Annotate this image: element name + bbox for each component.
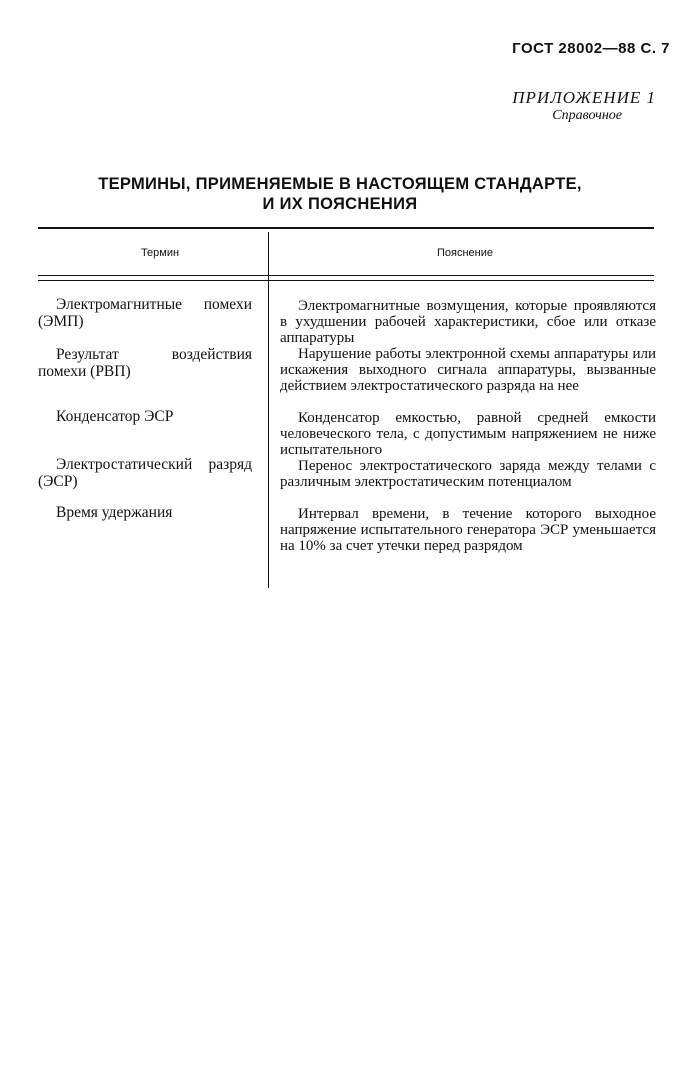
column-header-explanation: Пояснение [436, 247, 493, 259]
table-row-explanation: Нарушение работы электронной схемы аппаратуры или искажения выходного сигнала аппаратуры, вызванные действием электростатического разряда на нее [280, 346, 656, 394]
title-line-2: И ИХ ПОЯСНЕНИЯ [262, 195, 418, 213]
column-header-term: Термин [140, 247, 180, 259]
page-title [80, 174, 600, 214]
table-row-explanation: Перенос электростатического заряда между телами с различным электростатическим потенциалом [280, 458, 656, 490]
column-divider [268, 232, 269, 588]
table-row-term: Время удержания [56, 504, 173, 521]
document-reference: ГОСТ 28002—88 С. 7 [512, 40, 670, 57]
title-line-1: ТЕРМИНЫ, ПРИМЕНЯЕМЫЕ В НАСТОЯЩЕМ СТАНДАРТЕ, [98, 175, 582, 193]
header-rule-1 [38, 275, 654, 276]
table-top-rule [38, 227, 654, 229]
table-row-term: Электромагнитные помехи (ЭМП) [38, 296, 252, 330]
appendix-label: ПРИЛОЖЕНИЕ 1 [512, 88, 656, 107]
table-row-explanation: Электромагнитные возмущения, которые проявляются в ухудшении рабочей характеристики, сбое или отказе аппаратуры [280, 298, 656, 346]
table-row-term: Конденсатор ЭСР [56, 408, 174, 425]
table-row-explanation: Интервал времени, в течение которого выходное напряжение испытательного генератора ЭСР уменьшается на 10% за счет утечки перед разрядом [280, 506, 656, 554]
appendix-type: Справочное [552, 108, 622, 123]
table-row-term: Результат воздействия помехи (РВП) [38, 346, 252, 380]
header-rule-2 [38, 280, 654, 281]
table-row-term: Электростатический разряд (ЭСР) [38, 456, 252, 490]
table-row-explanation: Конденсатор емкостью, равной средней емкости человеческого тела, с допустимым напряжением не ниже испытательного [280, 410, 656, 458]
